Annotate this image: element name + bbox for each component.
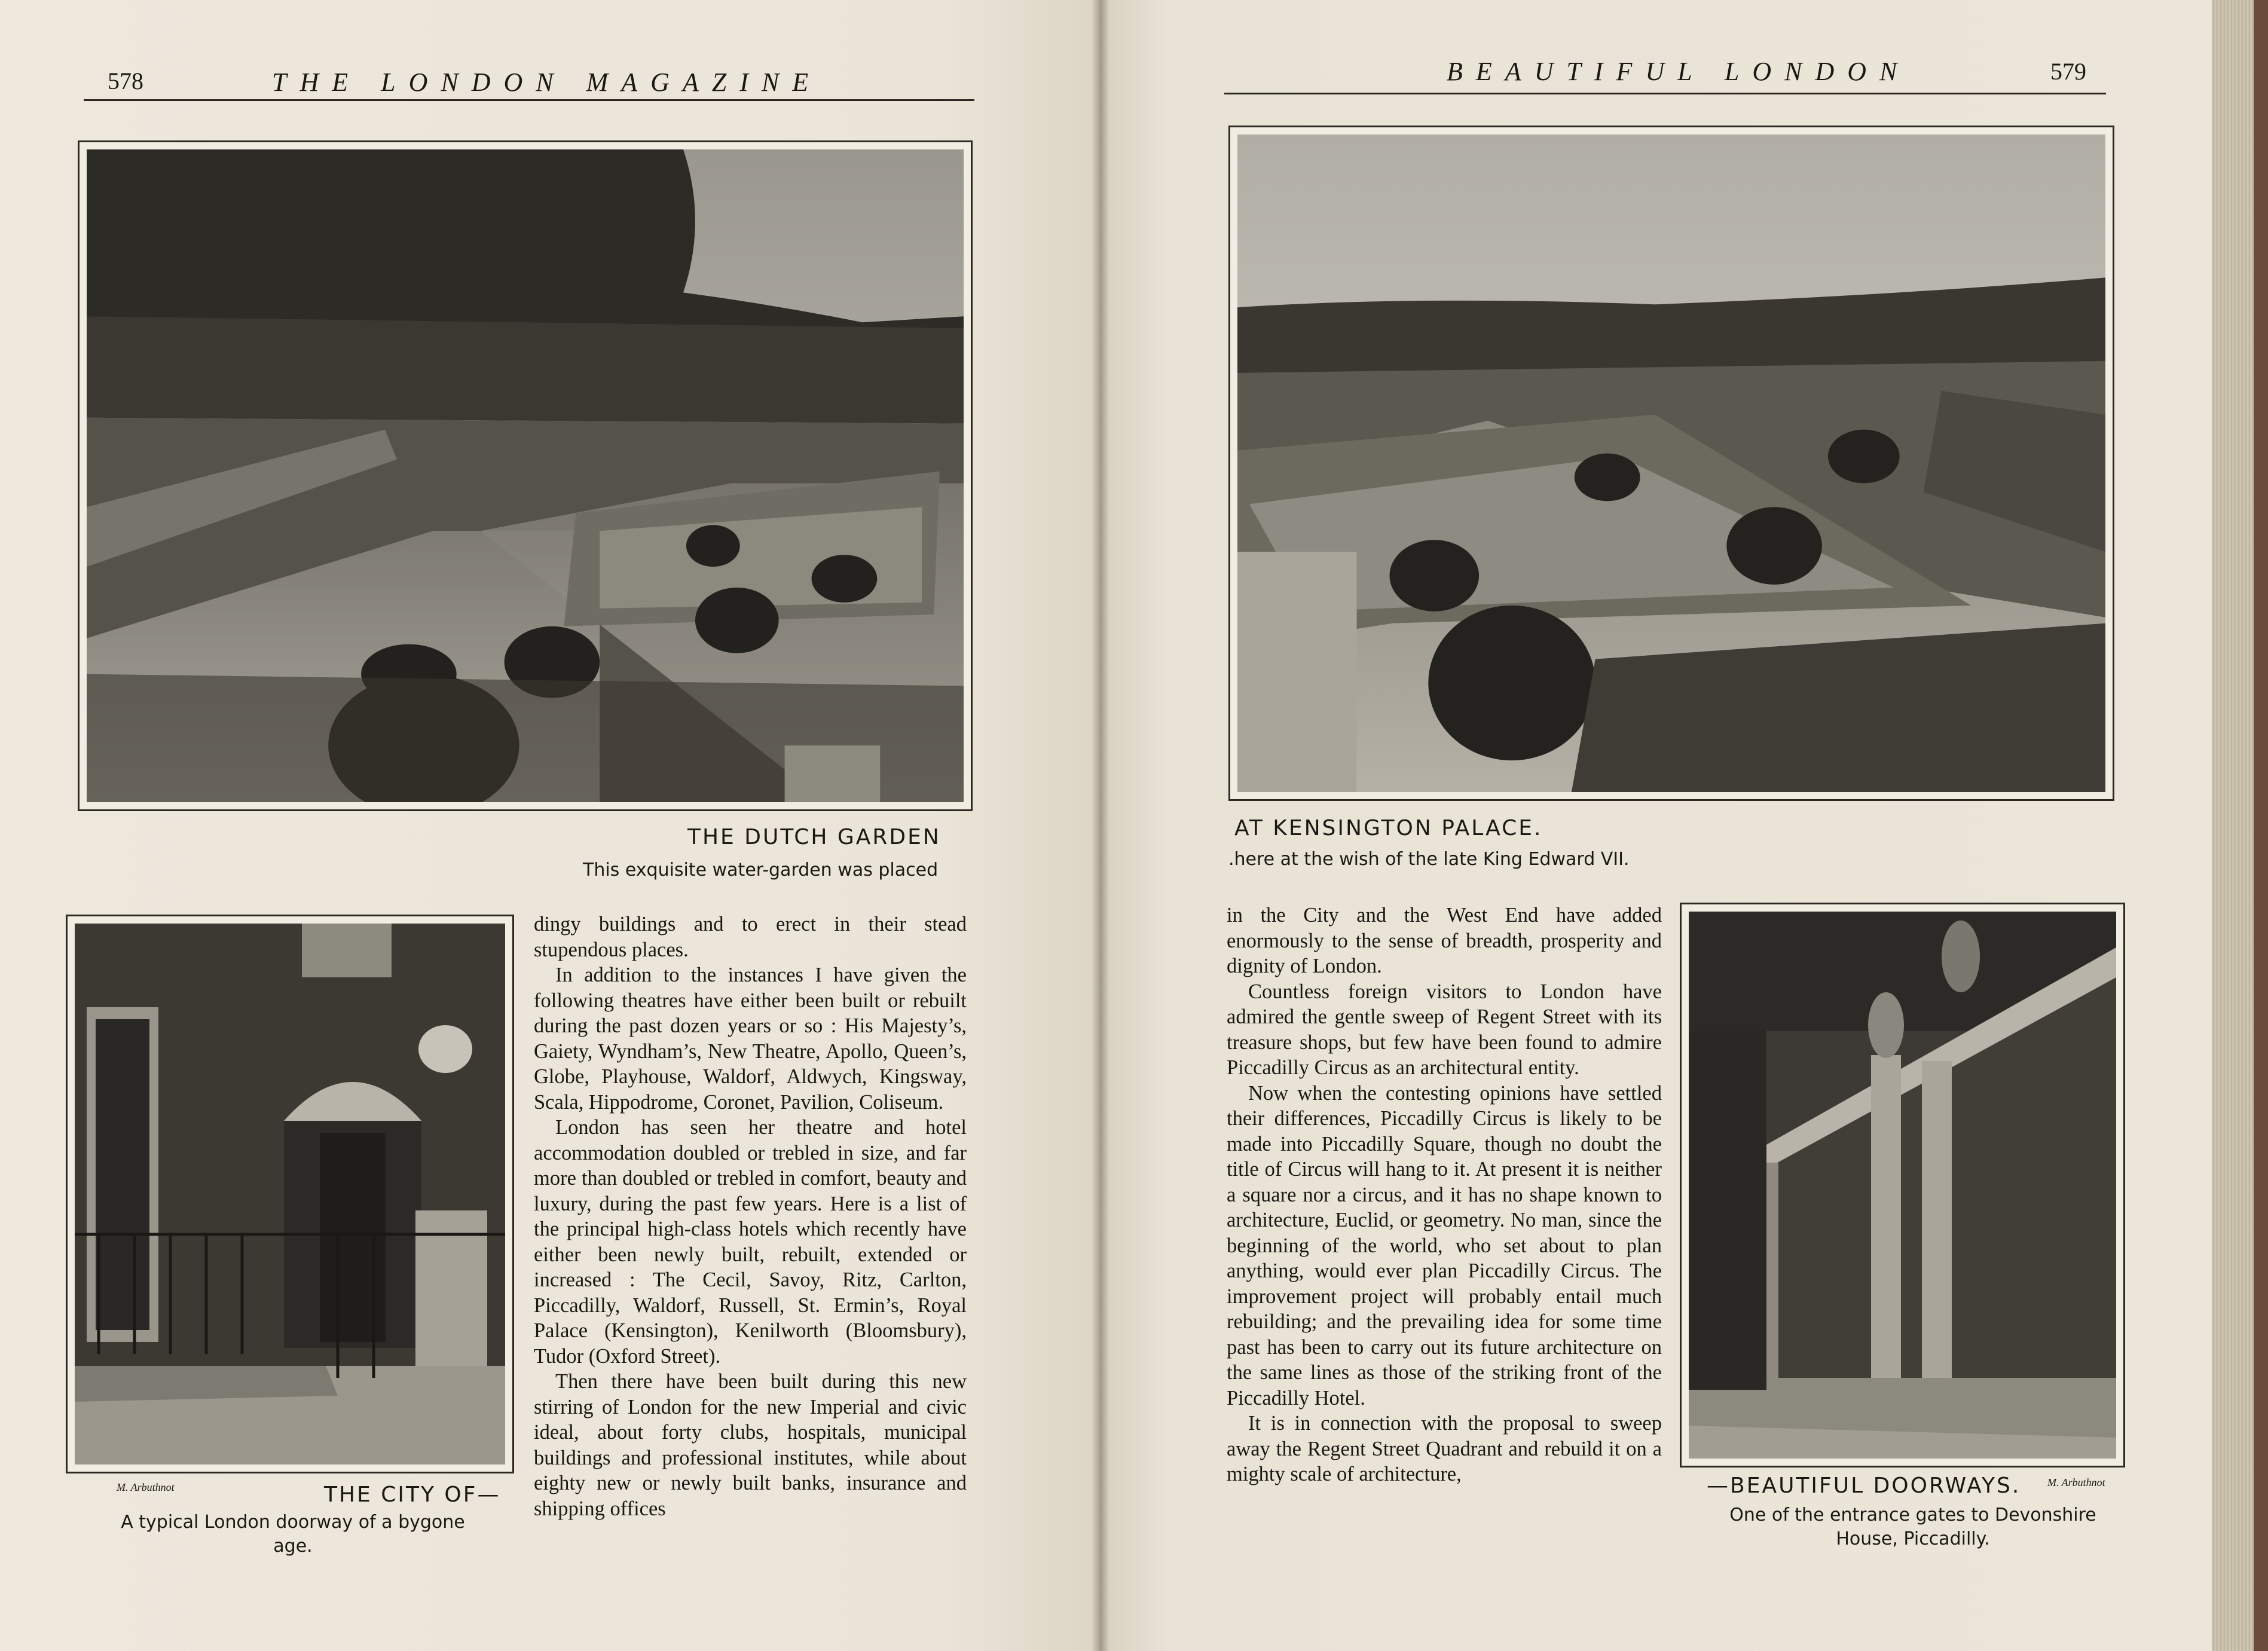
- devonshire-gate-credit: M. Arbuthnot: [2047, 1476, 2105, 1488]
- left-folio: 578: [108, 68, 143, 94]
- city-doorway-credit: M. Arbuthnot: [117, 1481, 175, 1493]
- dutch-garden-illustration: [87, 149, 964, 802]
- kensington-caption-title: AT KENSINGTON PALACE.: [1234, 816, 1543, 840]
- right-body-column: [1227, 903, 1662, 1487]
- kensington-palace-illustration: [1237, 134, 2105, 792]
- devonshire-gate-illustration: [1689, 912, 2116, 1459]
- kensington-palace-photo: [1228, 126, 2114, 801]
- devonshire-gate-photo: [1680, 903, 2125, 1467]
- dutch-garden-caption-title: THE DUTCH GARDEN: [687, 825, 941, 849]
- right-body-paragraph: It is in connection with the proposal to sweep away the Regent Street Quadrant and rebuild it on a mighty scale of architecture,: [1227, 1412, 1662, 1485]
- city-doorway-caption-title: THE CITY OF—: [324, 1482, 501, 1507]
- city-doorway-image: [75, 924, 505, 1465]
- devonshire-gate-image: [1689, 912, 2116, 1459]
- devonshire-gate-caption-sub: One of the entrance gates to Devonshire House, Piccadilly.: [1729, 1505, 2096, 1549]
- left-running-head: THE LONDON MAGAZINE: [272, 68, 822, 97]
- kensington-caption-sub: .here at the wish of the late King Edward VII.: [1228, 849, 1630, 870]
- city-doorway-photo: [66, 915, 514, 1473]
- dutch-garden-caption-sub: This exquisite water-garden was placed: [583, 860, 939, 880]
- left-body-paragraph: Then there have been built during this new stirring of London for the new Imperial and civic ideal, about forty clubs, hospitals, municipal buildings and professional institutes, while about eighty new or newly built banks, insurance and shipping offices: [534, 1370, 967, 1520]
- devonshire-gate-caption-title: —BEAUTIFUL DOORWAYS.: [1707, 1473, 2021, 1498]
- dutch-garden-image: [87, 149, 964, 802]
- right-body-paragraph: Countless foreign visitors to London have admired the gentle sweep of Regent Street with its treasure shops, but few have been found to admire Piccadilly Circus as an architectural entity.: [1227, 980, 1662, 1079]
- left-body-paragraph: London has seen her theatre and hotel accommodation doubled or trebled in size, and far more than doubled or trebled in comfort, beauty and luxury, during the past few years. Here is a list of the principal high-class hotels which recently have either been newly built, rebuilt, extended or increased : The Cecil, Savoy, Ritz, Carlton, Piccadilly, Waldorf, Russell, St. Ermin’s, Royal Palace (Kensington), Kenilworth (Bloomsbury), Tudor (Oxford Street).: [534, 1116, 967, 1368]
- right-body-paragraph: Now when the contesting opinions have settled their differences, Piccadilly Circus is likely to be made into Piccadilly Square, though no doubt the title of Circus will hang to it. At present it is neither a square nor a circus, and it has no shape known to architecture, Euclid, or geometry. No man, since the beginning of the world, who set about to plan anything, would ever plan Piccadilly Circus. The improvement project will probably entail much rebuilding; and the prevailing idea for some time past has been to carry out its future architecture on the same lines as those of the striking front of the Piccadilly Hotel.: [1227, 1081, 1662, 1410]
- right-running-head: BEAUTIFUL LONDON: [1447, 57, 1911, 86]
- city-doorway-caption-sub: A typical London doorway of a bygone age.: [121, 1512, 465, 1557]
- left-body-column: [534, 912, 967, 1521]
- kensington-palace-image: [1237, 134, 2105, 792]
- right-header-rule: [1224, 93, 2106, 94]
- city-doorway-illustration: [75, 924, 505, 1465]
- book-gutter: [1092, 0, 1109, 1651]
- left-body-paragraph: dingy buildings and to erect in their stead stupendous places.: [534, 913, 967, 961]
- left-header-rule: [84, 99, 974, 101]
- dutch-garden-photo: [78, 140, 973, 811]
- right-folio: 579: [2050, 58, 2086, 85]
- left-body-paragraph: In addition to the instances I have given the following theatres have either been built or rebuilt during the past dozen years or so : His Majesty’s, Gaiety, Wyndham’s, New Theatre, Apollo, Queen’s, Globe, Playhouse, Waldorf, Aldwych, Kingsway, Scala, Hippodrome, Coronet, Pavilion, Coliseum.: [534, 964, 967, 1114]
- right-body-paragraph: in the City and the West End have added enormously to the sense of breadth, prosperity and dignity of London.: [1227, 904, 1662, 977]
- book-cover-edge: [2254, 0, 2268, 1651]
